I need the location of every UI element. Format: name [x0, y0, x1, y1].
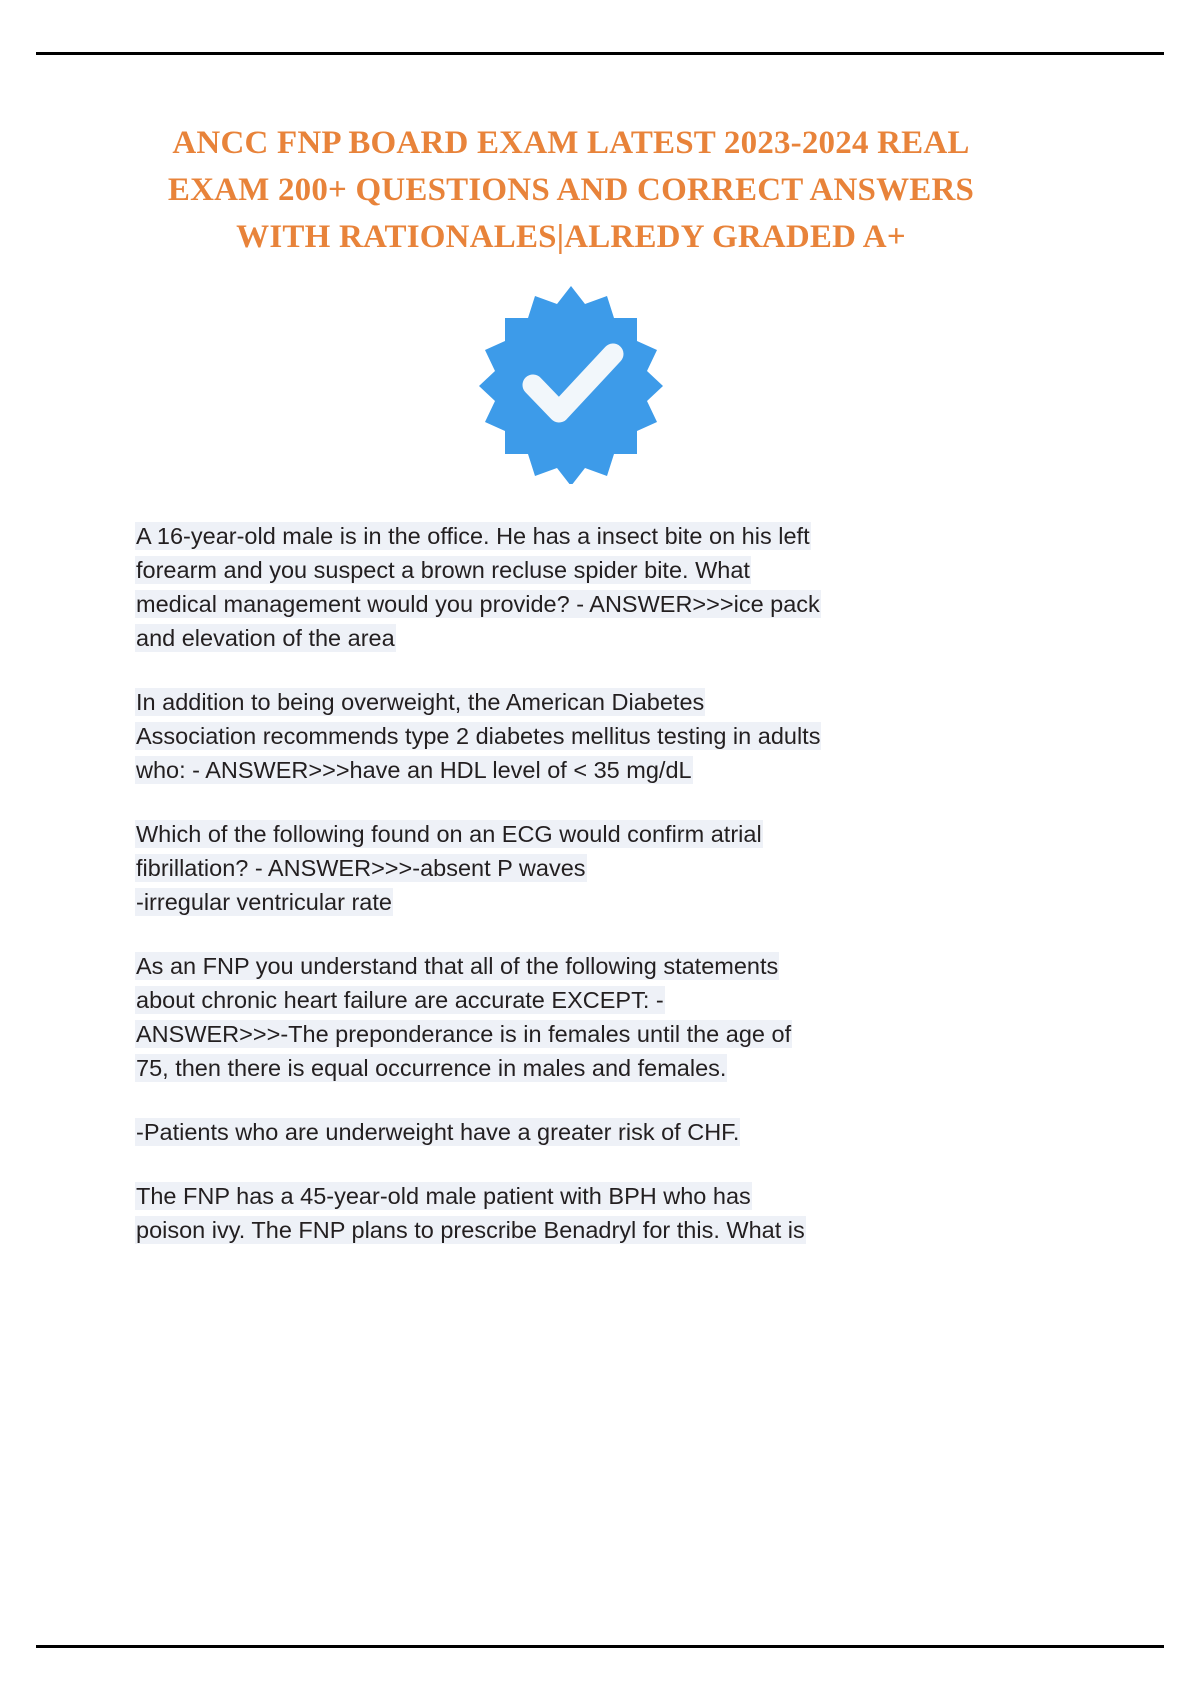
page-title: ANCC FNP BOARD EXAM LATEST 2023-2024 REAL EXAM 200+ QUESTIONS AND CORRECT ANSWERS WITH RATIONALES|ALREDY GRADED A+ [167, 125, 975, 255]
qa-line: In addition to being overweight, the American Diabetes [136, 689, 705, 715]
qa-line: forearm and you suspect a brown recluse spider bite. What [136, 557, 750, 583]
qa-block [136, 817, 1006, 919]
qa-line: 75, then there is equal occurrence in males and females. [136, 1055, 727, 1081]
page-bottom-divider [36, 1645, 1164, 1648]
qa-line: Association recommends type 2 diabetes mellitus testing in adults [136, 723, 821, 749]
qa-line: poison ivy. The FNP plans to prescribe Benadryl for this. What is [136, 1217, 805, 1243]
qa-line: -irregular ventricular rate [136, 889, 392, 915]
qa-line: A 16-year-old male is in the office. He has a insect bite on his left [136, 523, 810, 549]
qa-line: who: - ANSWER>>>have an HDL level of < 35 mg/dL [136, 757, 692, 783]
document-content [136, 120, 1006, 1277]
verified-check-badge-icon [471, 284, 671, 484]
qa-line: The FNP has a 45-year-old male patient with BPH who has [136, 1183, 751, 1209]
qa-block [136, 519, 1006, 655]
qa-line: medical management would you provide? - ANSWER>>>ice pack [136, 591, 820, 617]
qa-line: -Patients who are underweight have a greater risk of CHF. [136, 1119, 740, 1145]
qa-block [136, 685, 1006, 787]
qa-line: ANSWER>>>-The preponderance is in females until the age of [136, 1021, 792, 1047]
qa-line: and elevation of the area [136, 625, 395, 651]
qa-block [136, 1179, 1006, 1247]
qa-block [136, 1115, 1006, 1149]
qa-line: As an FNP you understand that all of the following statements [136, 953, 779, 979]
qa-line: Which of the following found on an ECG would confirm atrial [136, 821, 762, 847]
qa-block [136, 949, 1006, 1085]
page-top-divider [36, 52, 1164, 55]
verified-badge-container [136, 279, 1006, 489]
qa-line: fibrillation? - ANSWER>>>-absent P waves [136, 855, 586, 881]
qa-line: about chronic heart failure are accurate EXCEPT: - [136, 987, 664, 1013]
